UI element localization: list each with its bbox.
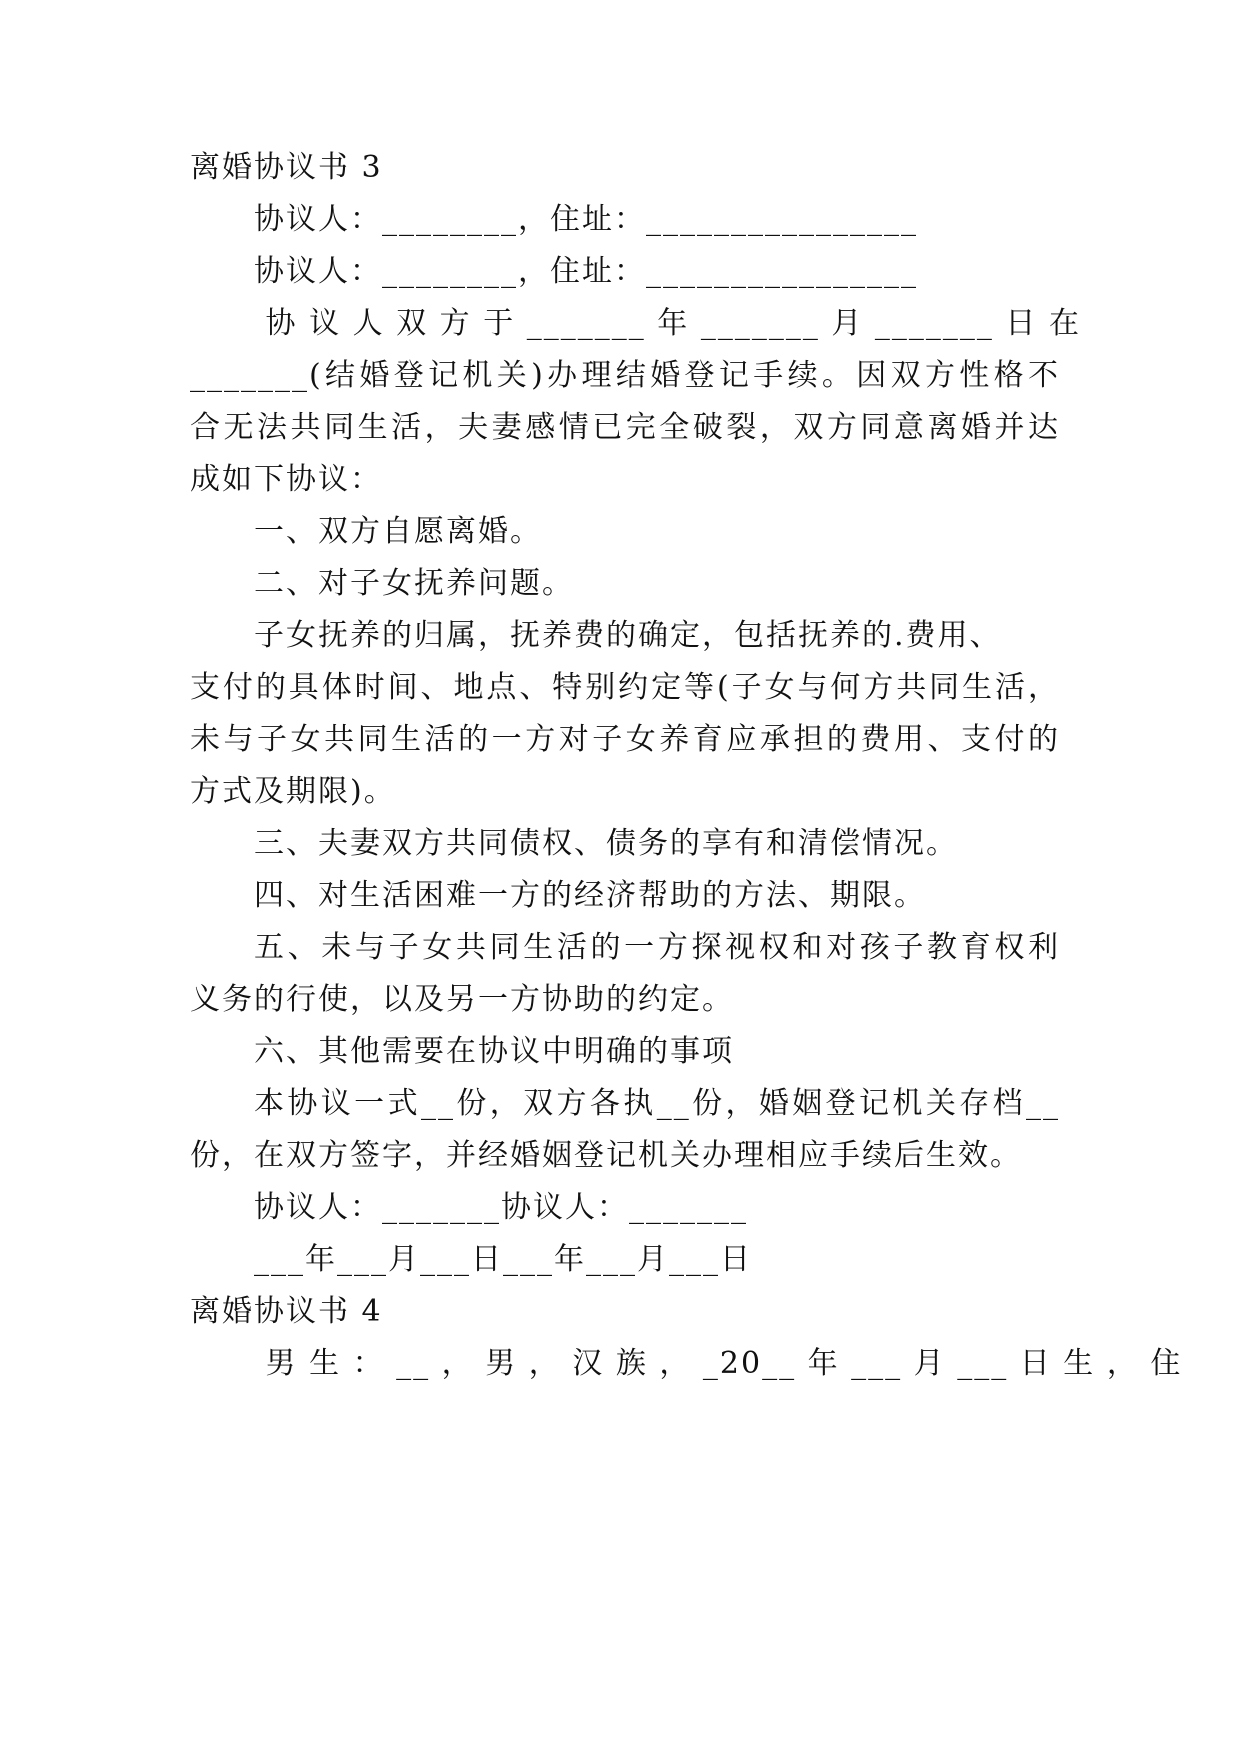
- date-line: ___年___月___日___年___月___日: [254, 1242, 752, 1277]
- party-line-2: 协议人：________，住址：________________: [254, 254, 918, 289]
- signature-line: 协议人：_______协议人：_______: [254, 1190, 748, 1225]
- party-line-1: 协议人：________，住址：________________: [254, 202, 918, 237]
- paragraph-line: 未与子女共同生活的一方对子女养育应承担的费用、支付的: [190, 722, 1060, 757]
- paragraph-line: 方式及期限)。: [190, 774, 396, 809]
- paragraph-line: 男 生 ： __ ， 男 ， 汉 族 ， _20__ 年 ___ 月 ___ 日 生 ， 住: [254, 1346, 1183, 1381]
- paragraph-line: _______(结婚登记机关)办理结婚登记手续。因双方性格不: [190, 358, 1060, 393]
- paragraph-line: 协 议 人 双 方 于 _______ 年 _______ 月 _______ 日 在: [254, 306, 1081, 341]
- paragraph-line: 本协议一式__份，双方各执__份，婚姻登记机关存档__: [254, 1086, 1060, 1121]
- clause-6: 六、其他需要在协议中明确的事项: [254, 1034, 734, 1069]
- clause-5: 五、未与子女共同生活的一方探视权和对孩子教育权利: [254, 930, 1060, 965]
- paragraph-line: 合无法共同生活，夫妻感情已完全破裂，双方同意离婚并达: [190, 410, 1060, 445]
- paragraph-line: 支付的具体时间、地点、特别约定等(子女与何方共同生活，: [190, 670, 1060, 705]
- paragraph-line: 子女抚养的归属，抚养费的确定，包括抚养的.费用、: [254, 618, 1002, 653]
- section-title-4: 离婚协议书 4: [190, 1294, 383, 1329]
- paragraph-line: 义务的行使，以及另一方协助的约定。: [190, 982, 734, 1017]
- paragraph-line: 成如下协议：: [190, 462, 382, 497]
- clause-3: 三、夫妻双方共同债权、债务的享有和清偿情况。: [254, 826, 958, 861]
- clause-1: 一、双方自愿离婚。: [254, 514, 542, 549]
- section-title-3: 离婚协议书 3: [190, 150, 383, 185]
- paragraph-line: 份，在双方签字，并经婚姻登记机关办理相应手续后生效。: [190, 1138, 1022, 1173]
- clause-2: 二、对子女抚养问题。: [254, 566, 574, 601]
- clause-4: 四、对生活困难一方的经济帮助的方法、期限。: [254, 878, 926, 913]
